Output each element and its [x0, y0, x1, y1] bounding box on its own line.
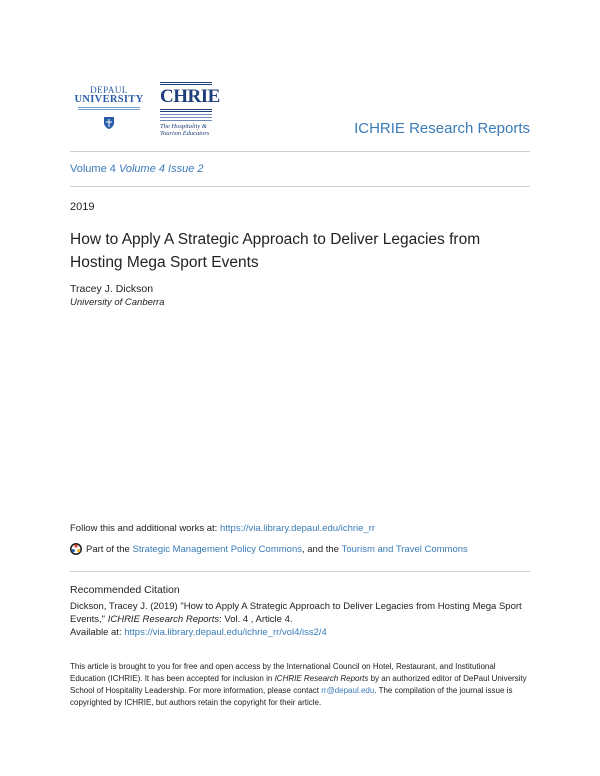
part-of-prefix: Part of the [86, 543, 130, 555]
citation-available-prefix: Available at: [70, 627, 125, 638]
ichrie-logo-mark: CHRIE [160, 82, 212, 112]
depaul-logo-line1: DEPAUL [90, 85, 128, 95]
footer-text-3: . The compilation of the journal issue is copyrighted by ICHRIE, but authors retain the copyright for their article. [70, 686, 513, 707]
ichrie-logo-lines [160, 114, 212, 121]
divider [70, 571, 530, 572]
ichrie-script-line2: Tourism Educators [160, 130, 210, 137]
follow-link[interactable]: https://via.library.depaul.edu/ichrie_rr [219, 523, 376, 534]
follow-line [70, 523, 375, 534]
subject-link-tourism-travel[interactable]: Tourism and Travel Commons [341, 543, 468, 555]
depaul-logo-tagline [72, 107, 146, 113]
depaul-logo [72, 86, 146, 135]
follow-prefix: Follow this and additional works at: [70, 523, 220, 534]
article-title: How to Apply A Strategic Approach to Deliver Legacies from Hosting Mega Sport Events [70, 231, 481, 271]
divider [70, 151, 530, 152]
shield-icon [103, 116, 115, 130]
citation-volume: : Vol. 4 , Article 4. [219, 614, 293, 625]
citation-heading: Recommended Citation [70, 584, 180, 596]
access-statement [70, 661, 530, 709]
footer-journal: ICHRIE Research Reports [274, 674, 369, 683]
citation-link[interactable]: https://via.library.depaul.edu/ichrie_rr/vol4/iss2/4 [124, 627, 327, 638]
commons-network-icon [70, 543, 82, 555]
footer-text-2: by an authorized editor of DePaul University School of Hospitality Leadership. For more information, please contact [70, 674, 527, 695]
ichrie-script-line1: The Hospitality & [160, 123, 207, 130]
footer-text-1: This article is brought to you for free and open access by the International Council on Hotel, Restaurant, and Institutional Education (ICHRIE). It has been accepted for inclusion in [70, 662, 496, 683]
depaul-logo-line2: UNIVERSITY [74, 94, 144, 105]
part-of-middle: , and the [301, 543, 339, 555]
divider [70, 186, 530, 187]
author-affiliation: University of Canberra [70, 297, 165, 308]
citation-journal: ICHRIE Research Reports [107, 614, 220, 625]
citation-text: Dickson, Tracey J. (2019) "How to Apply A Strategic Approach to Deliver Legacies from Hosting Mega Sport Events," [70, 601, 522, 625]
publication-year: 2019 [70, 201, 95, 213]
subject-link-strategic-management[interactable]: Strategic Management Policy Commons [132, 543, 302, 555]
volume-link[interactable]: Volume 4 [70, 163, 116, 175]
part-of-line [70, 543, 468, 555]
author-name: Tracey J. Dickson [70, 283, 154, 295]
citation-body [70, 600, 530, 639]
series-title-link[interactable]: ICHRIE Research Reports [354, 120, 530, 137]
ichrie-logo-script [160, 123, 212, 137]
ichrie-logo [160, 82, 220, 137]
volume-breadcrumb [70, 163, 204, 175]
contact-email-link[interactable]: rr@depaul.edu [321, 686, 375, 695]
issue-link[interactable]: Volume 4 Issue 2 [118, 163, 204, 175]
